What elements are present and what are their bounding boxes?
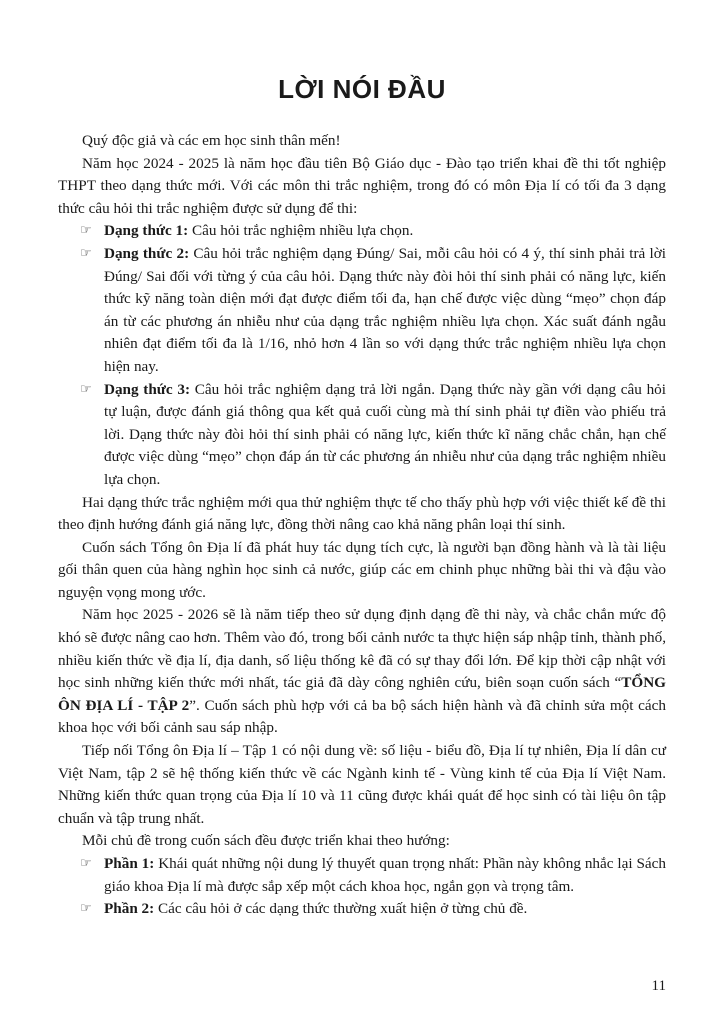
page-number: 11 [651,978,666,994]
part-1-item [58,853,666,898]
format-2-item [58,243,666,379]
book-title: TỔNG ÔN ĐỊA LÍ - TẬP 2 [58,674,666,714]
paragraph-intro: Năm học 2024 - 2025 là năm học đầu tiên Bộ Giáo dục - Đào tạo triển khai đề thi tốt nghiệp THPT theo dạng thức mới. Với các môn thi trắc nghiệm, trong đó có môn Địa lí có tối đa 3 dạng thức câu hỏi thi trắc nghiệm được sử dụng để thi: [58,154,666,217]
format-2-label: Dạng thức 2: [104,244,190,262]
format-1-label: Dạng thức 1: [104,222,189,240]
pointing-hand-icon: ☞ [80,245,92,261]
pointing-hand-icon: ☞ [80,381,92,397]
document-page [58,0,666,1024]
format-1-text: Câu hỏi trắc nghiệm nhiều lựa chọn. [188,222,414,240]
format-3-label: Dạng thức 3: [104,380,190,398]
part-2-text: Các câu hỏi ở các dạng thức thường xuất hiện ở từng chủ đề. [154,900,528,918]
paragraph-new-formats: Hai dạng thức trắc nghiệm mới qua thử nghiệm thực tế cho thấy phù hợp với việc thiết kế đề thi theo định hướng đánh giá năng lực, đồng thời nâng cao khả năng phân loại thí sinh. [58,493,666,534]
pointing-hand-icon: ☞ [80,223,92,239]
part-2-item [58,898,666,921]
part-1-text: Khái quát những nội dung lý thuyết quan trọng nhất: Phần này không nhắc lại Sách giáo khoa Địa lí mà được sắp xếp một cách khoa học, ngắn gọn và trọng tâm. [104,855,666,895]
preface-body [58,130,666,921]
format-3-text: Câu hỏi trắc nghiệm dạng trả lời ngắn. Dạng thức này gần với dạng câu hỏi tự luận, được đánh giá thông qua kết quả cuối cùng mà thí sinh phải tự điền vào phiếu trả lời. Dạng thức này đòi hỏi thí sinh phải có năng lực, kiến thức kĩ năng chắc chắn, hạn chế được việc dùng “mẹo” chọn đáp án từ các phương án nhiễu như của dạng trắc nghiệm nhiều lựa chọn. [104,380,666,488]
paragraph-book-role: Cuốn sách Tổng ôn Địa lí đã phát huy tác dụng tích cực, là người bạn đồng hành và là tài liệu gối thân quen của hàng nghìn học sinh cả nước, giúp các em chinh phục những bài thi và đậu vào nguyện vọng mong ước. [58,538,666,601]
paragraph-new-edition-before: Năm học 2025 - 2026 sẽ là năm tiếp theo sử dụng định dạng đề thi này, và chắc chắn mức độ khó sẽ được nâng cao hơn. Thêm vào đó, trong bối cảnh nước ta thực hiện sáp nhập tỉnh, thành phố, nhiều kiến thức về địa lí, địa danh, số liệu thống kê đã có sự thay đổi lớn. Để kịp thời cập nhật với học sinh những kiến thức mới nhất, tác giả đã dày công nghiên cứu, biên soạn cuốn sách “ [58,606,666,692]
paragraph-new-edition [58,604,666,740]
part-2-label: Phần 2: [104,900,155,918]
greeting: Quý độc giả và các em học sinh thân mến! [82,132,341,149]
paragraph-volume-2: Tiếp nối Tổng ôn Địa lí – Tập 1 có nội dung về: số liệu - biểu đồ, Địa lí tự nhiên, Địa lí dân cư Việt Nam, tập 2 sẽ hệ thống kiến thức về các Ngành kinh tế - Vùng kinh tế của Địa lí Việt Nam. Những kiến thức quan trọng của Địa lí 10 và 11 cũng được khái quát để học sinh có tài liệu ôn tập chuẩn và tập trung nhất. [58,742,666,827]
pointing-hand-icon: ☞ [80,856,92,871]
format-3-item [58,379,666,492]
paragraph-structure: Mỗi chủ đề trong cuốn sách đều được triển khai theo hướng: [82,832,450,850]
format-1-item [58,220,666,243]
pointing-hand-icon: ☞ [80,901,92,917]
part-1-label: Phần 1: [104,855,155,872]
page-title: LỜI NÓI ĐẦU [278,74,446,104]
paragraph-new-edition-after: ”. Cuốn sách phù hợp với cả ba bộ sách hiện hành và đã chỉnh sửa một cách khoa học với bối cảnh sau sáp nhập. [58,696,666,737]
format-2-text: Câu hỏi trắc nghiệm dạng Đúng/ Sai, mỗi câu hỏi có 4 ý, thí sinh phải trả lời Đúng/ Sai đối với từng ý của câu hỏi. Dạng thức này đòi hỏi thí sinh phải có năng lực, kiến thức kỹ năng toàn diện mới đạt được điểm tối đa, hạn chế được việc dùng “mẹo” chọn đáp án từ các phương án nhiễu như của dạng trắc nghiệm nhiều lựa chọn. Xác suất đánh ngẫu nhiên đạt điểm tối đa là 1/16, nhỏ hơn 4 lần so với dạng thức trắc nghiệm nhiều lựa chọn hiện nay. [104,244,666,375]
